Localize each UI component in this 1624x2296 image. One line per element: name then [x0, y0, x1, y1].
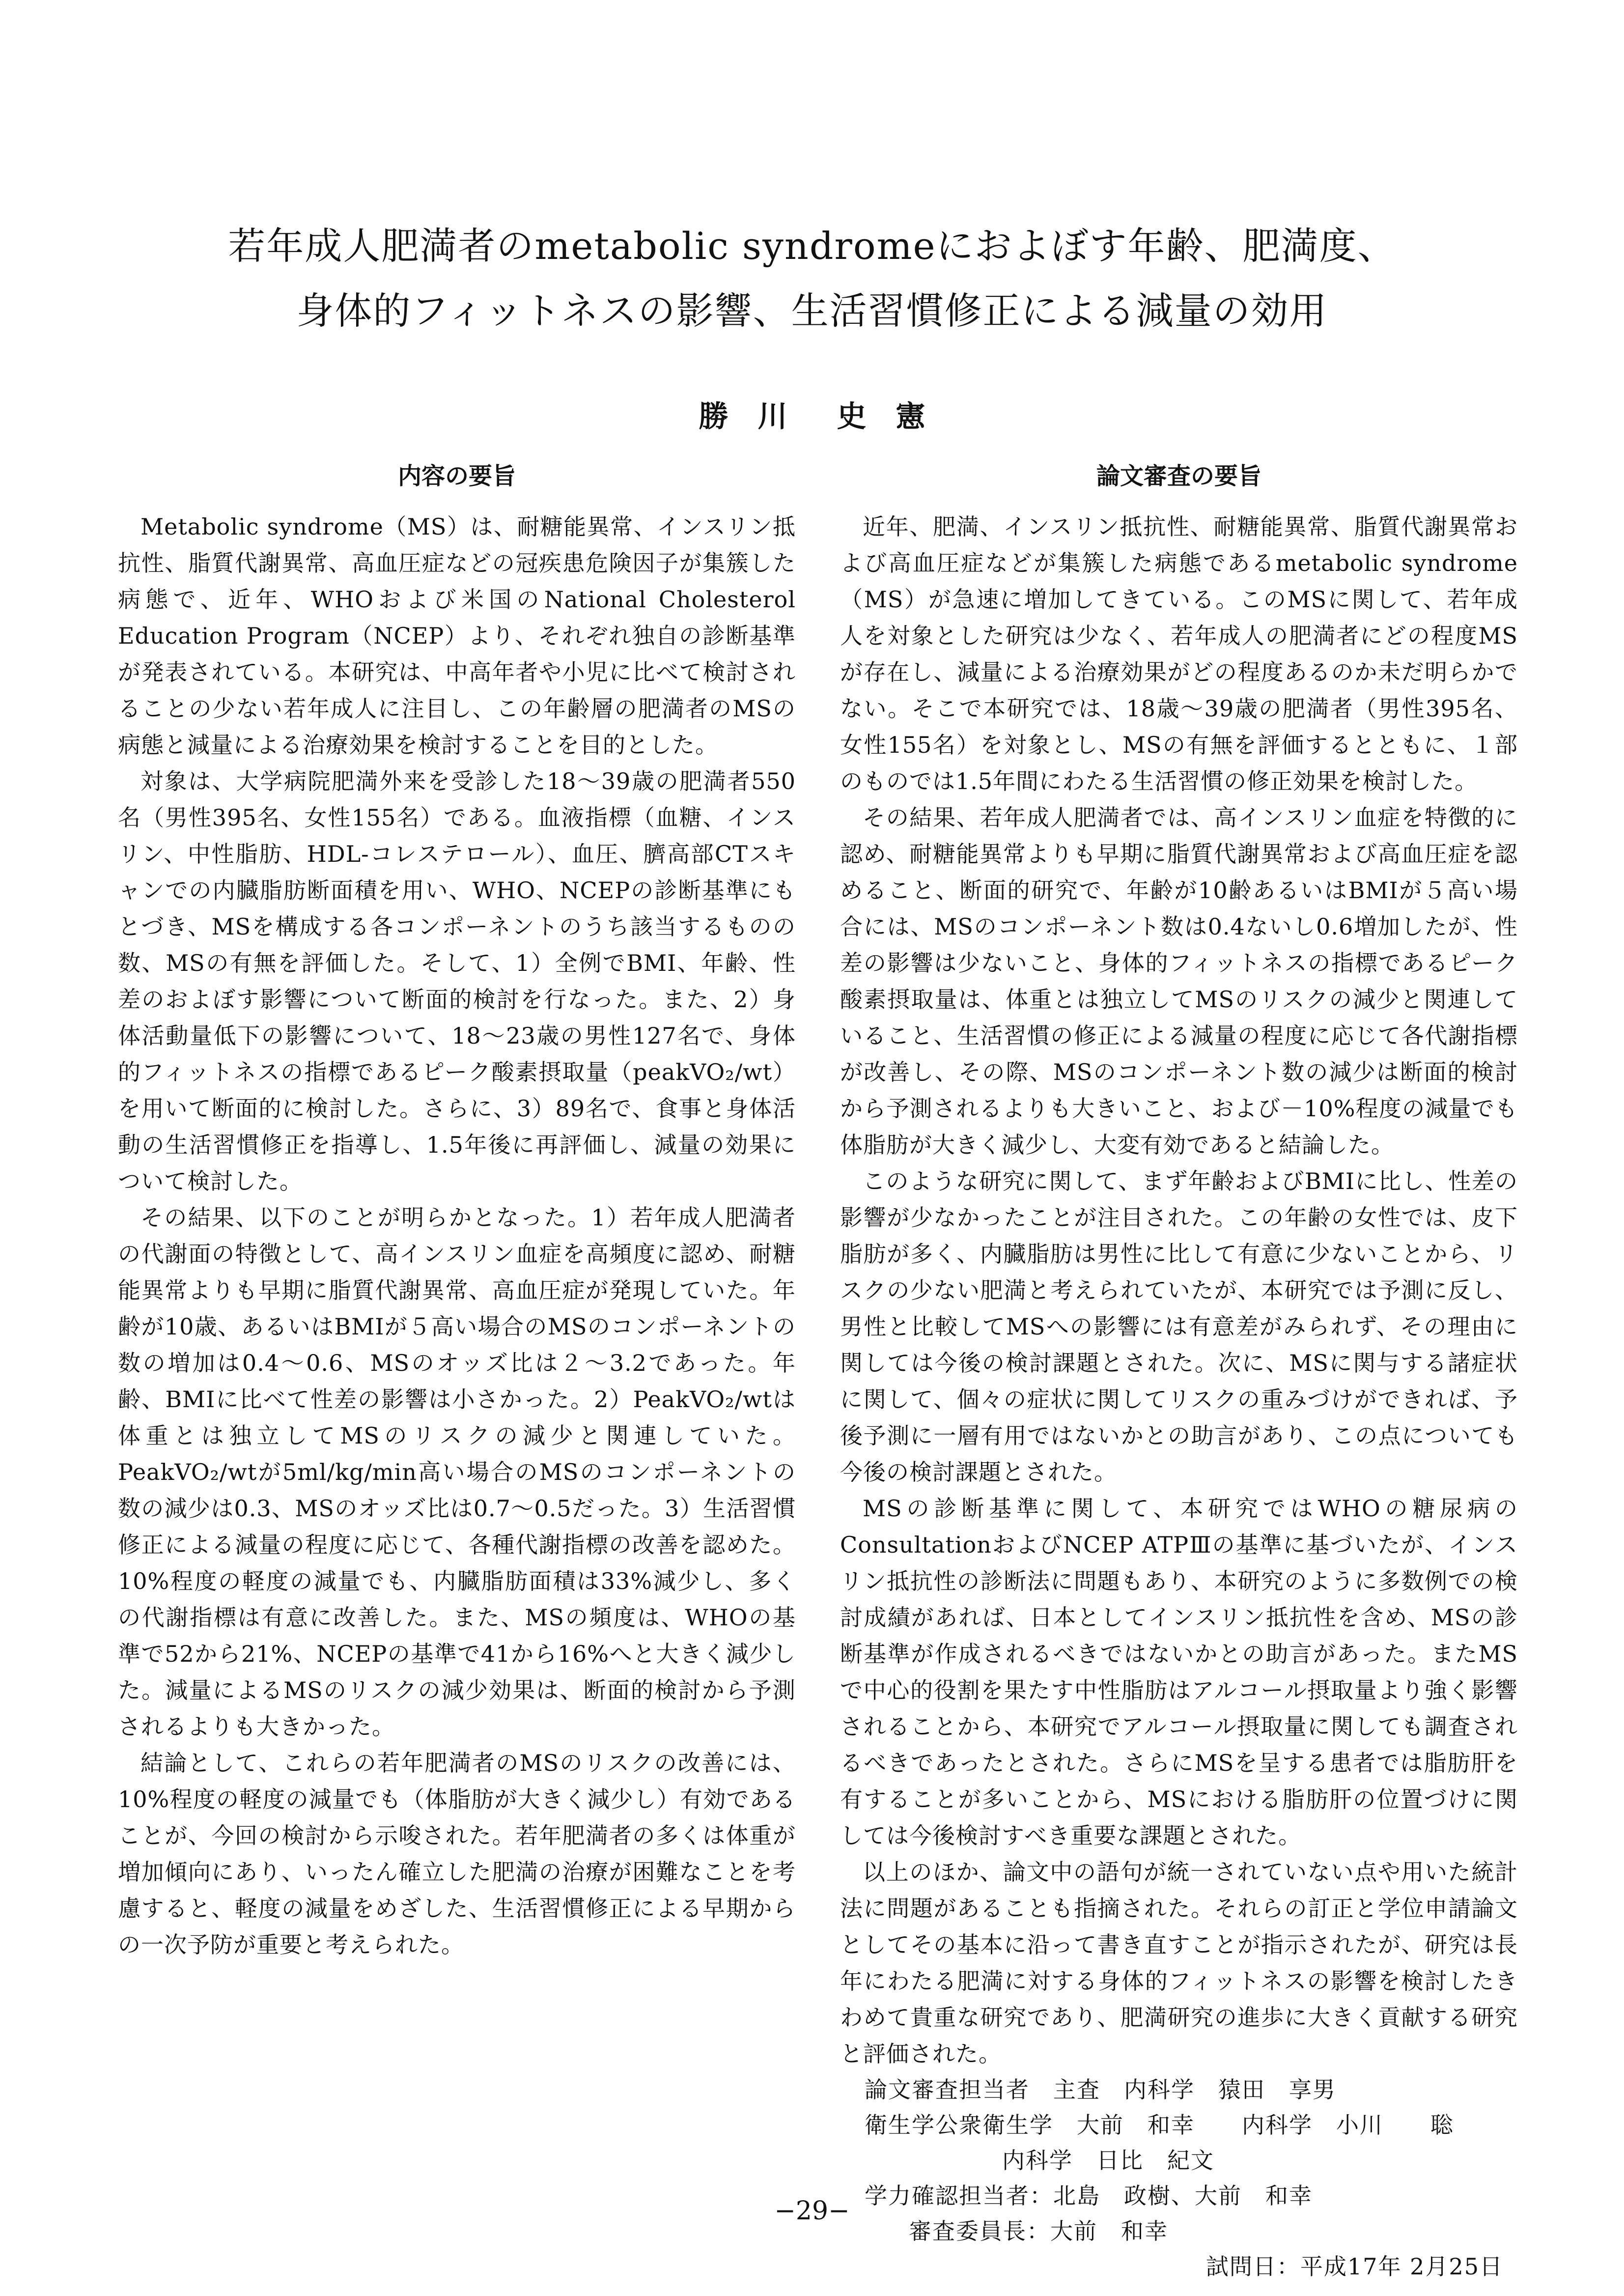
paragraph: MSの診断基準に関して、本研究ではWHOの糖尿病のConsultationおよびNCEP ATPⅢの基準に基づいたが、インスリン抵抗性の診断法に問題もあり、本研究のように多数例での検討成績があれば、日本としてインスリン抵抗性を含め、MSの診断基準が作成されるべきではないかとの助言があった。またMSで中心的役割を果たす中性脂肪はアルコール摂取量より強く影響されることから、本研究でアルコール摂取量に関しても調査されるべきであったとされた。さらにMSを呈する患者では脂肪肝を有することが多いことから、MSにおける脂肪肝の位置づけに関しては今後検討すべき重要な課題とされた。 — [840, 1495, 1518, 1849]
abstract-column — [118, 509, 796, 1963]
author-family-name: 勝 川 — [699, 399, 787, 434]
paragraph: 以上のほか、論文中の語句が統一されていない点や用いた統計法に問題があることも指摘された。それらの訂正と学位申請論文としてその基本に沿って書き直すことが指示されたが、研究は長年にわたる肥満に対する身体的フィットネスの影響を検討したきわめて貴重な研究であり、肥満研究の進歩に大きく貢献する研究と評価された。 — [840, 1859, 1518, 2067]
author — [0, 393, 1624, 435]
review-heading: 論文審査の要旨 — [1096, 462, 1261, 490]
paragraph: このような研究に関して、まず年齢およびBMIに比し、性差の影響が少なかったことが注目された。この年齢の女性では、皮下脂肪が多く、内臓脂肪は男性に比して有意に少ないことから、リスクの少ない肥満と考えられていたが、本研究では予測に反し、男性と比較してMSへの影響には有意差がみられず、その理由に関しては今後の検討課題とされた。次に、MSに関与する諸症状に関して、個々の症状に関してリスクの重みづけができれば、予後予測に一層有用ではないかとの助言があり、この点についても今後の検討課題とされた。 — [840, 1168, 1518, 1485]
paragraph: 対象は、大学病院肥満外来を受診した18～39歳の肥満者550名（男性395名、女性155名）である。血液指標（血糖、インスリン、中性脂肪、HDL-コレステロール）、血圧、臍高部CTスキャンでの内臓脂肪断面積を用い、WHO、NCEPの診断基準にもとづき、MSを構成する各コンポーネントのうち該当するものの数、MSの有無を評価した。そして、1）全例でBMI、年齢、性差のおよぼす影響について断面的検討を行なった。また、2）身体活動量低下の影響について、18～23歳の男性127名で、身体的フィットネスの指標であるピーク酸素摂取量（peakVO₂/wt）を用いて断面的に検討した。さらに、3）89名で、食事と身体活動の生活習慣修正を指導し、1.5年後に再評価し、減量の効果について検討した。 — [118, 768, 796, 1194]
page-number: −29− — [774, 2196, 850, 2226]
paragraph: 結論として、これらの若年肥満者のMSのリスクの改善には、10%程度の軽度の減量でも（体脂肪が大きく減少し）有効であることが、今回の検討から示唆された。若年肥満者の多くは体重が増加傾向にあり、いったん確立した肥満の治療が困難なことを考慮すると、軽度の減量をめざした、生活習慣修正による早期からの一次予防が重要と考えられた。 — [118, 1750, 796, 1958]
committee-chair-line: 審査委員長：大前 和幸 — [909, 2218, 1168, 2244]
reviewers-line: 内科学 日比 紀文 — [1002, 2147, 1214, 2174]
paragraph: 近年、肥満、インスリン抵抗性、耐糖能異常、脂質代謝異常および高血圧症などが集簇した病態であるmetabolic syndrome（MS）が急速に増加してきている。このMSに関して、若年成人を対象とした研究は少なく、若年成人の肥満者にどの程度MSが存在し、減量による治療効果がどの程度あるのか未だ明らかでない。そこで本研究では、18歳～39歳の肥満者（男性395名、女性155名）を対象とし、MSの有無を評価するとともに、１部のものでは1.5年間にわたる生活習慣の修正効果を検討した。 — [840, 513, 1518, 794]
paragraph: その結果、以下のことが明らかとなった。1）若年成人肥満者の代謝面の特徴として、高インスリン血症を高頻度に認め、耐糖能異常よりも早期に脂質代謝異常、高血圧症が発現していた。年齢が10歳、あるいはBMIが５高い場合のMSのコンポーネントの数の増加は0.4～0.6、MSのオッズ比は２～3.2であった。年齢、BMIに比べて性差の影響は小さかった。2）PeakVO₂/wtは体重とは独立してMSのリスクの減少と関連していた。PeakVO₂/wtが5ml/kg/min高い場合のMSのコンポーネントの数の減少は0.3、MSのオッズ比は0.7～0.5だった。3）生活習慣修正による減量の程度に応じて、各種代謝指標の改善を認めた。10%程度の軽度の減量でも、内臓脂肪面積は33%減少し、多くの代謝指標は有意に改善した。また、MSの頻度は、WHOの基準で52から21%、NCEPの基準で41から16%へと大きく減少した。減量によるMSのリスクの減少効果は、断面的検討から予測されるよりも大きかった。 — [118, 1204, 796, 1740]
reviewer-signatures — [840, 2072, 1518, 2284]
review-column — [840, 509, 1518, 2284]
title-line-1: 若年成人肥満者のmetabolic syndromeにおよぼす年齢、肥満度、 — [228, 224, 1396, 268]
paragraph: Metabolic syndrome（MS）は、耐糖能異常、インスリン抵抗性、脂質代謝異常、高血圧症などの冠疾患危険因子が集簇した病態で、近年、WHOおよび米国のNational Cholesterol Education Program（NCEP）より、それぞれ独自の診断基準が発表されている。本研究は、中高年者や小児に比べて検討されることの少ない若年成人に注目し、この年齢層の肥満者のMSの病態と減量による治療効果を検討することを目的とした。 — [118, 513, 796, 758]
title-line-2: 身体的フィットネスの影響、生活習慣修正による減量の効用 — [296, 289, 1328, 333]
academic-check-line: 学力確認担当者：北島 政樹、大前 和幸 — [865, 2183, 1313, 2209]
reviewers-line: 衛生学公衆衛生学 大前 和幸 内科学 小川 聡 — [865, 2112, 1454, 2138]
author-given-name: 史 憲 — [837, 399, 925, 434]
paragraph: その結果、若年成人肥満者では、高インスリン血症を特徴的に認め、耐糖能異常よりも早期に脂質代謝異常および高血圧症を認めること、断面的研究で、年齢が10齢あるいはBMIが５高い場合には、MSのコンポーネント数は0.4ないし0.6増加したが、性差の影響は少ないこと、身体的フィットネスの指標であるピーク酸素摂取量は、体重とは独立してMSのリスクの減少と関連していること、生活習慣の修正による減量の程度に応じて各代謝指標が改善し、その際、MSのコンポーネント数の減少は断面的検討から予測されるよりも大きいこと、および－10%程度の減量でも体脂肪が大きく減少し、大変有効であると結論した。 — [840, 804, 1518, 1158]
reviewers-line: 論文審査担当者 主査 内科学 猿田 享男 — [865, 2076, 1336, 2103]
exam-date: 試問日：平成17年 2月25日 — [1206, 2253, 1503, 2280]
abstract-heading: 内容の要旨 — [397, 462, 516, 490]
